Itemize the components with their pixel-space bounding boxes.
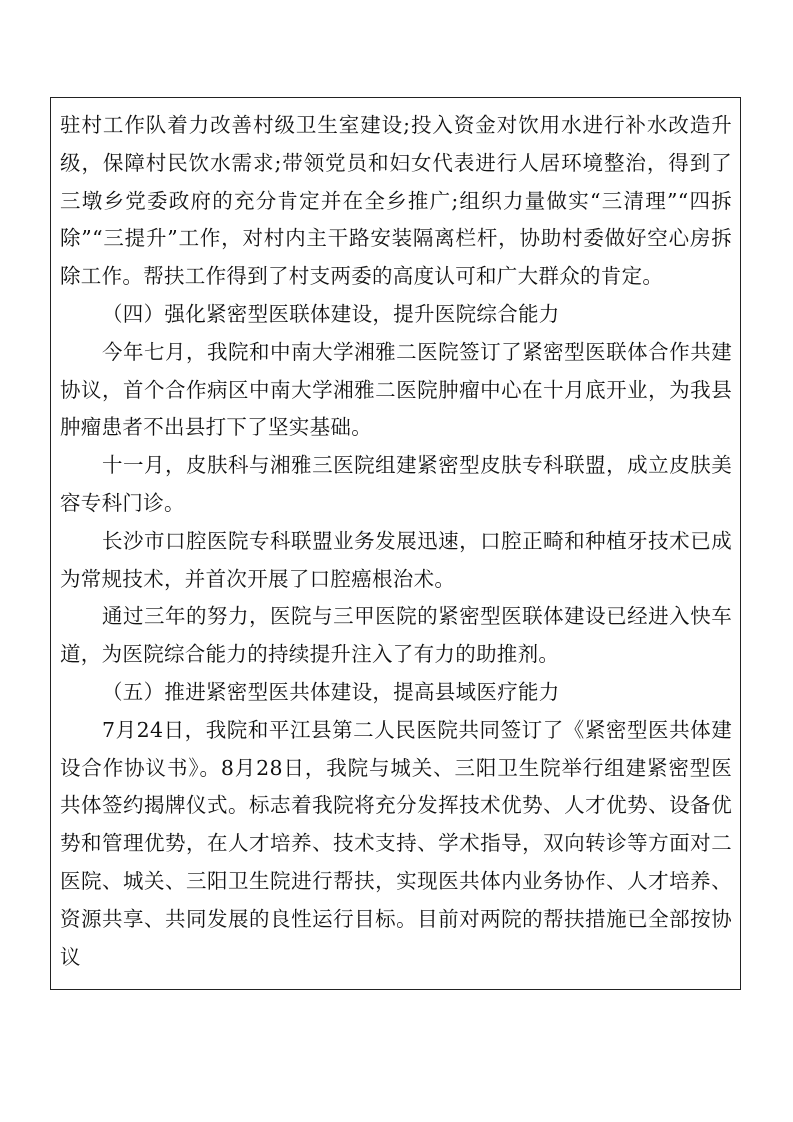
section-heading-4: （四）强化紧密型医联体建设，提升医院综合能力: [102, 301, 560, 326]
paragraph-dermatology-alliance: 十一月，皮肤科与湘雅三医院组建紧密型皮肤专科联盟，成立皮肤美容专科门诊。: [60, 453, 732, 515]
paragraph-stomatology-alliance: 长沙市口腔医院专科联盟业务发展迅速，口腔正畸和种植牙技术已成为常规技术，并首次开展了口腔癌根治术。: [60, 528, 732, 591]
paragraph-medical-community: 7月24日，我院和平江县第二人民医院共同签订了《紧密型医共体建设合作协议书》。8月28日，我院与城关、三阳卫生院举行组建紧密型医共体签约揭牌仪式。标志着我院将充分发挥技术优势、人才优势、设备优势和管理优势，在人才培养、技术支持、学术指导，双向转诊等方面对二医院、城关、三阳卫生院进行帮扶，实现医共体内业务协作、人才培养、资源共享、共同发展的良性运行目标。目前对两院的帮扶措施已全部按协议: [60, 717, 732, 969]
paragraph-village-work: 驻村工作队着力改善村级卫生室建设;投入资金对饮用水进行补水改造升级，保障村民饮水需求;带领党员和妇女代表进行人居环境整治，得到了三墩乡党委政府的充分肯定并在全乡推广;组织力量做实“三清理”“四拆除”“三提升”工作，对村内主干路安装隔离栏杆，协助村委做好空心房拆除工作。帮扶工作得到了村支两委的高度认可和广大群众的肯定。: [60, 113, 732, 289]
document-body: [60, 107, 732, 976]
paragraph-xiangya2-agreement: 今年七月，我院和中南大学湘雅二医院签订了紧密型医联体合作共建协议，首个合作病区中南大学湘雅二医院肿瘤中心在十月底开业，为我县肿瘤患者不出县打下了坚实基础。: [60, 339, 732, 440]
paragraph-three-years-summary: 通过三年的努力，医院与三甲医院的紧密型医联体建设已经进入快车道，为医院综合能力的持续提升注入了有力的助推剂。: [60, 604, 732, 667]
section-heading-5: （五）推进紧密型医共体建设，提高县域医疗能力: [102, 679, 560, 704]
